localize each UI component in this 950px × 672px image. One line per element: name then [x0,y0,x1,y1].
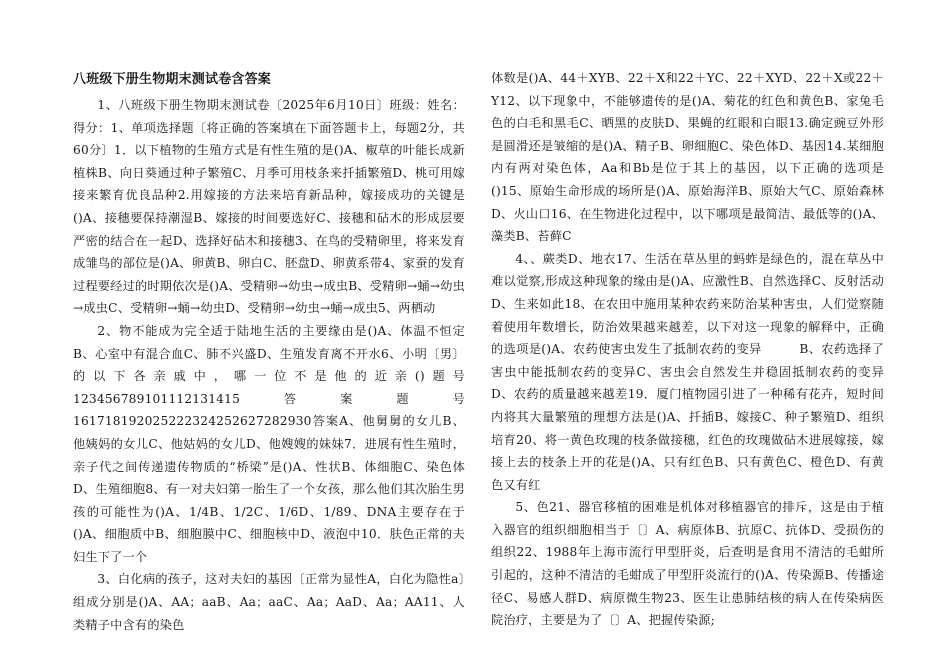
paragraph: 2、物不能成为完全适于陆地生活的主要缘由是()A、体温不恒定B、心室中有混合血C、肺不兴盛D、生殖发育离不开水6、小明〔男〕的以下各亲戚中，哪一位不是他的近亲()题号12345678910111213141​5答案题号161718192025222324252627282930答案A、他舅舅的女儿B、他姨妈的女儿C、他姑妈的女儿D、他嫂嫂的妹妹7．进展有性生殖时，亲子代之间传递遗传物质的“桥梁”是()A、性状B、体细胞C、染色体D、生殖细胞8、有一对夫妇第一胎生了一个女孩，那么他们其次胎生男孩的可能性为()A、1/4B、1/2C、1/6D、1/89、DNA主要存在于()A、细胞质中B、细胞膜中C、细胞核中D、液泡中10．肤色正常的夫妇生下了一个 [73,323,465,564]
document-title: 八班级下册生物期末测试卷含答案 [73,72,272,87]
paragraph: 3、白化病的孩子，这对夫妇的基因〔正常为显性A，白化为隐性a〕组成分别是()A、AA；aaB、Aa；aaC、Aa；AaD、Aa；AA11、人类精子中含有的染色 [73,572,465,632]
paragraph: 4、、蕨类D、地衣17、生活在草丛里的蚂蚱是绿色的，混在草丛中难以觉察,形成这种现象的缘由是()A、应激性B、自然选择C、反射活动D、生来如此18、在农田中施用某种农药来防治某种害虫，人们觉察随着使用年数增长，防治效果越来越差，以下对这一现象的解释中，正确的选项是()A、农药使害虫发生了抵制农药的变异 B、农药选择了害虫中能抵制农药的变异C、害虫会自然发生并稳固抵制农药的变异 D、农药的质量越来越差19．厦门植物园引进了一种稀有花卉，短时间内将其大量繁殖的理想方法是()A、扦插B、嫁接C、种子繁殖D、组织培育20、将一黄色玫瑰的枝条做接穗，红色的玫瑰做砧木进展嫁接，嫁接上去的枝条上开的花是()A、只有红色B、只有黄色C、橙色D、有黄色又有红 [491,251,909,492]
paragraph: 1、八班级下册生物期末测试卷〔2025年6月10日〕班级：姓名：得分：1、单项选择题〔将正确的答案填在下面答题卡上，每题2分，共60分〕1．以下植物的生殖方式是有性生殖的是()A、椒草的叶能长成新植株B、向日葵通过种子繁殖C、月季可用枝条来扦插繁殖D、桃可用嫁接来繁育优良品种2.用嫁接的方法来培育新品种，嫁接成功的关键是()A、接穗要保持潮湿B、嫁接的时间要选好C、接穗和砧木的形成层要严密的结合在一起D、选择好砧木和接穗3、在鸟的受精卵里，将来发育成雏鸟的部位是()A、卵黄B、卵白C、胚盘D、卵黄系带4、家蚕的发育过程要经过的时期依次是()A、受精卵→幼虫→成虫B、受精卵→蛹→幼虫→成虫C、受精卵→蛹→幼虫D、受精卵→幼虫→蛹→成虫5、两栖动 [73,98,465,316]
left-column [73,70,465,636]
paragraph: 体数是()A、44＋XYB、22＋X和22＋YC、22＋XYD、22＋X或22＋Y12、以下现象中，不能够遗传的是()A、菊花的红色和黄色B、家兔毛色的白毛和黑毛C、晒黑的皮肤D、果蝇的红眼和白眼13.确定豌豆外形是圆滑还是皱缩的是()A、精子B、卵细胞C、染色体D、基因14.某细胞内有两对染色体，Aa和Bb是位于其上的基因，以下正确的选项是()15、原始生命形成的场所是()A、原始海洋B、原始大气C、原始森林D、火山口16、在生物进化过程中，以下哪项是最简洁、最低等的()A、藻类B、苔藓C [491,71,884,244]
right-column [491,67,909,632]
paragraph: 5、色21、器官移植的困难是机体对移植器官的排斥，这是由于植入器官的组织细胞相当于〔〕A、病原体B、抗原C、抗体D、受损伤的组织22、1988年上海市流行甲型肝炎，后查明是食用不清洁的毛蚶所引起的，这种不清洁的毛蚶成了甲型肝炎流行的()A、传染源B、传播途径C、易感人群D、病原微生物23、医生让患肺结核的病人在传染病医院治疗，主要是为了〔〕A、把握传染源; [491,500,884,628]
